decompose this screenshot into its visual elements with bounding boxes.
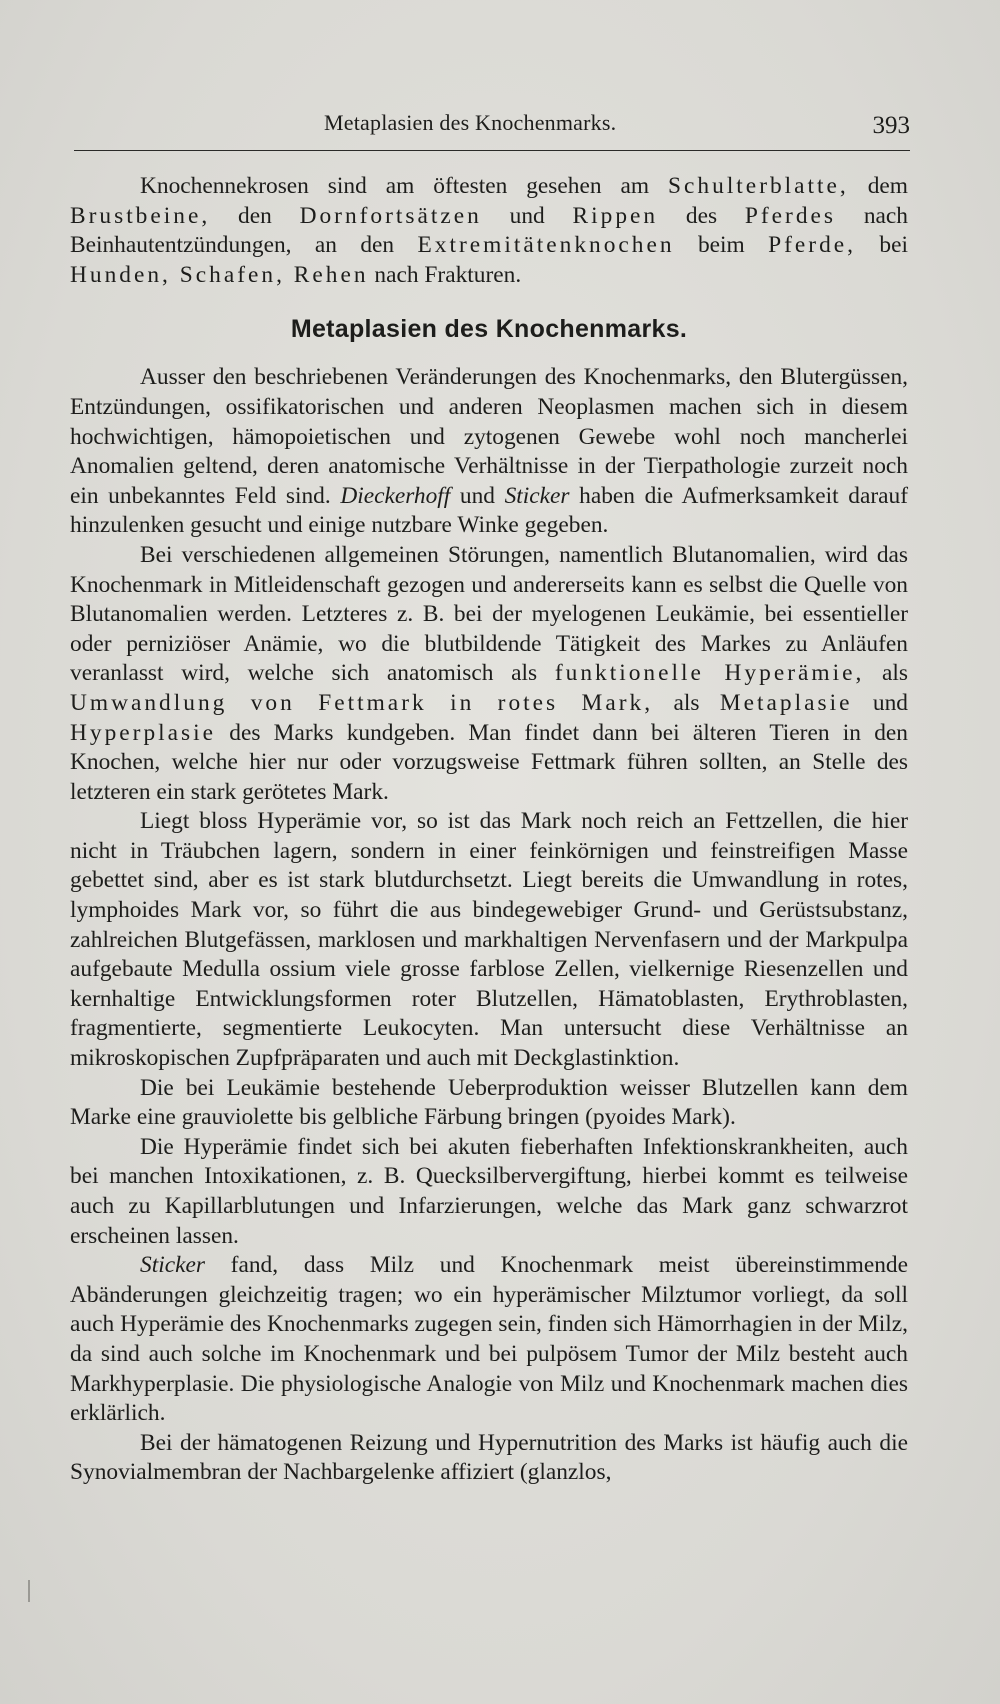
page-number: 393 xyxy=(872,112,910,139)
paragraph-sticker: Sticker fand, dass Milz und Knochenmark meist übereinstimmende Abänderungen gleichzeitig tragen; wo ein hyperämischer Milztumor vorliegt, da soll auch Hyperämie des Knochenmarks zugegen sein, finden sich Hämorrhagien in der Milz, da sind auch solche im Knochenmark und bei pulpösem Tumor der Milz besteht auch Markhyperplasie. Die physiologische Analogie von Milz und Knochenmark machen dies erklärlich. xyxy=(70,1252,908,1427)
running-head: Metaplasien des Knochenmarks. xyxy=(324,110,617,135)
paragraph-liegt-bloss: Liegt bloss Hyperämie vor, so ist das Mark noch reich an Fettzellen, die hier nicht in Träubchen lagern, sondern in einer feinkörnigen und feinstreifigen Masse gebettet sind, aber es ist stark blutdurchsetzt. Liegt bereits die Umwandlung in rotes, lymphoides Mark vor, so führt die aus bindegewebiger Grund- und Gerüstsubstanz, zahlreichen Blutgefässen, marklosen und markhaltigen Nervenfasern und der Markpulpa aufgebaute Medulla ossium viele grosse farblose Zellen, vielkernige Riesenzellen und kernhaltige Entwicklungsformen roter Blutzellen, Hämatoblasten, Erythroblasten, fragmentierte, segmentierte Leukocyten. Man untersucht diese Verhältnisse an mikroskopischen Zupfpräparaten und auch mit Deckglastinktion. xyxy=(70,808,908,1072)
margin-mark xyxy=(28,1580,30,1602)
paragraph-bei-verschiedenen: Bei verschiedenen allgemeinen Störungen, namentlich Blutanomalien, wird das Knochenmark in Mitleidenschaft gezogen und andererseits kann es selbst die Quelle von Blutanomalien werden. Letzteres z. B. bei der myelogenen Leukämie, bei essentieller oder perniziöser Anämie, wo die blutbildende Tätigkeit des Markes zu Anläufen veranlasst wird, welche sich anatomisch als funktionelle Hyperämie, als Umwandlung von Fettmark in rotes Mark, als Metaplasie und Hyperplasie des Marks kundgeben. Man findet dann bei älteren Tieren in den Knochen, welche hier nur oder vorzugsweise Fettmark führen sollten, an Stelle des letzteren ein stark gerötetes Mark. xyxy=(70,541,908,805)
page-header xyxy=(74,110,910,151)
paragraph-haematogenen: Bei der hämatogenen Reizung und Hypernutrition des Marks ist häufig auch die Synovialmembran der Nachbargelenke affiziert (glanzlos, xyxy=(70,1429,908,1486)
paragraph-hyperaemie: Die Hyperämie findet sich bei akuten fieberhaften Infektionskrankheiten, auch bei manchen Intoxikationen, z. B. Quecksilbervergiftung, hierbei kommt es teilweise auch zu Kapillarblutungen und Infarzierungen, welche das Mark ganz schwarzrot erscheinen lassen. xyxy=(70,1133,908,1249)
paragraph-ausser: Ausser den beschriebenen Veränderungen des Knochenmarks, den Blutergüssen, Entzündungen, ossifikatorischen und anderen Neoplasmen machen sich in diesem hochwichtigen, hämopoietischen und zytogenen Gewebe wohl noch mancherlei Anomalien geltend, deren anatomische Verhältnisse in der Tierpathologie zurzeit noch ein unbekanntes Feld sind. Dieckerhoff und Sticker haben die Aufmerksamkeit darauf hinzulenken gesucht und einige nutzbare Winke gegeben. xyxy=(70,364,908,539)
page-body xyxy=(70,172,908,1488)
paragraph-knochennekrosen: Knochennekrosen sind am öftesten gesehen am Schulterblatte, dem Brustbeine, den Dornfortsätzen und Rippen des Pferdes nach Beinhautentzündungen, an den Extremitätenknochen beim Pferde, bei Hunden, Schafen, Rehen nach Frakturen. xyxy=(70,173,909,288)
section-heading: Metaplasien des Knochenmarks. xyxy=(290,315,688,344)
paragraph-leukaemie: Die bei Leukämie bestehende Ueberproduktion weisser Blutzellen kann dem Marke eine grauviolette bis gelbliche Färbung bringen (pyoides Mark). xyxy=(70,1074,908,1131)
